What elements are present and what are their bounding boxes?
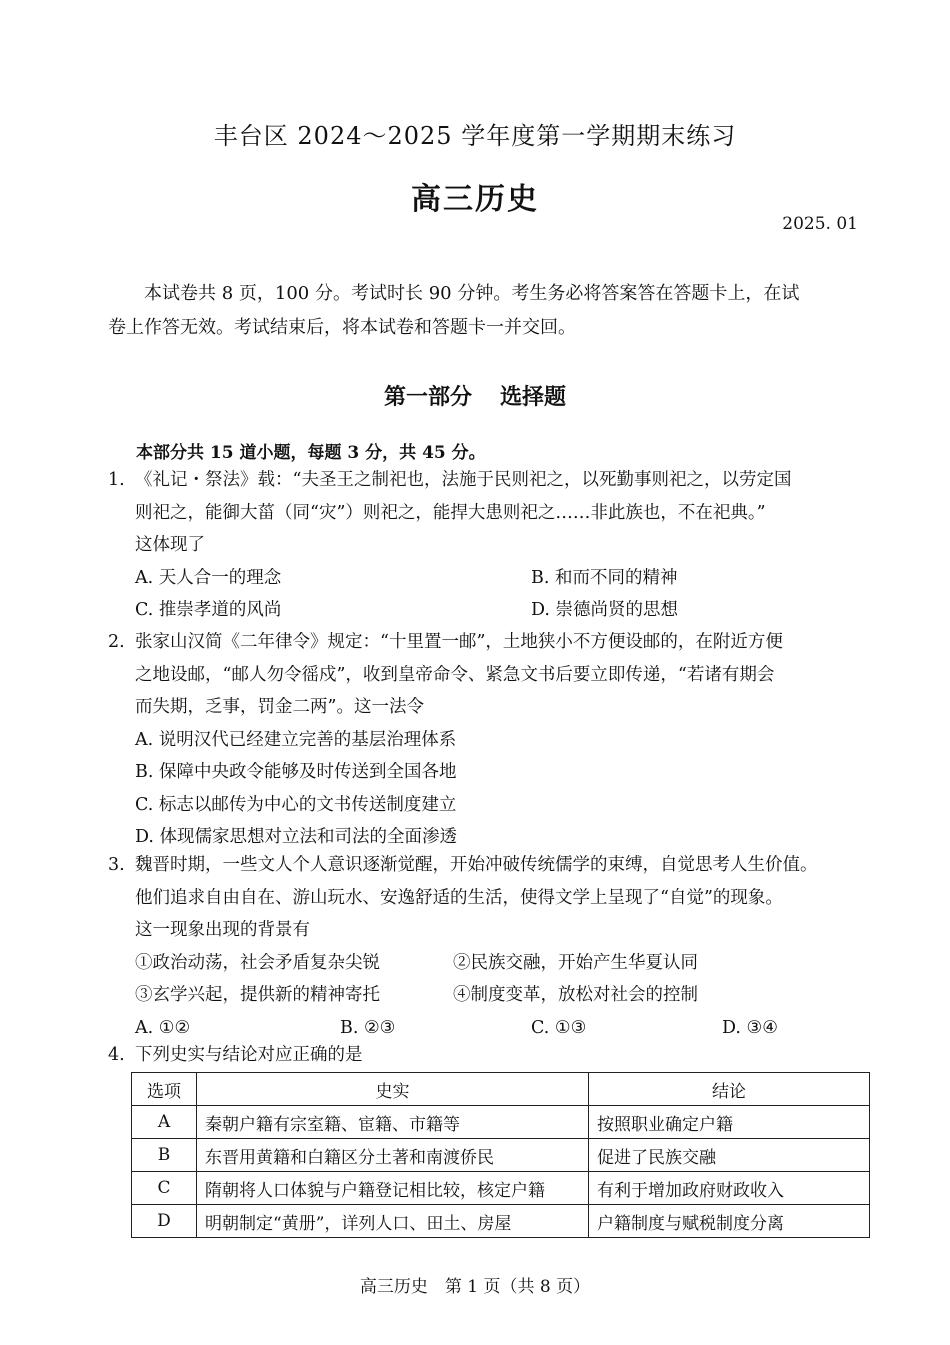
cell-fact: 秦朝户籍有宗室籍、宦籍、市籍等: [197, 1106, 589, 1139]
stem-line: 《礼记・祭法》载：“夫圣王之制祀也，法施于民则祀之，以死勤事则祀之，以劳定国: [135, 470, 792, 490]
exam-title: 丰台区 2024～2025 学年度第一学期期末练习: [213, 122, 737, 150]
statement-4: ④制度变革，放松对社会的控制: [453, 985, 698, 1005]
statement-1: ①政治动荡，社会矛盾复杂尖锐: [135, 952, 380, 973]
page-footer: 高三历史 第 1 页（共 8 页）: [359, 1277, 591, 1297]
option-d: D. ③④: [722, 1017, 778, 1038]
cell-fact: 明朝制定“黄册”，详列人口、田土、房屋: [197, 1205, 589, 1238]
option-b: B. 和而不同的精神: [531, 567, 678, 588]
option-b: B. 保障中央政令能够及时传送到全国各地: [135, 762, 457, 782]
option-d: D. 崇德尚贤的思想: [531, 600, 679, 620]
cell-fact: 东晋用黄籍和白籍区分土著和南渡侨民: [197, 1139, 589, 1172]
stem-line: 这一现象出现的背景有: [135, 920, 310, 940]
stem-line: 而失期，乏事，罚金二两”。这一法令: [135, 697, 424, 717]
stem-line: 魏晋时期，一些文人个人意识逐渐觉醒，开始冲破传统儒学的束缚，自觉思考人生价值。: [135, 855, 818, 875]
stem-line: 则祀之，能御大菑（同“灾”）则祀之，能捍大患则祀之……非此族也，不在祀典。”: [135, 502, 766, 523]
stem-line: 这体现了: [135, 535, 205, 555]
option-d: D. 体现儒家思想对立法和司法的全面渗透: [135, 827, 458, 847]
option-b: B. ②③: [340, 1017, 396, 1038]
table-row: [132, 1106, 870, 1139]
cell-option: B: [132, 1139, 197, 1172]
question-3: [108, 849, 868, 1044]
table-header-row: [132, 1073, 870, 1106]
section-part: 第一部分: [383, 385, 472, 410]
question-stem: 下列史实与结论对应正确的是: [135, 1045, 363, 1065]
question-number: 2.: [108, 632, 125, 652]
cell-option: C: [132, 1172, 197, 1205]
question-stem: [135, 849, 868, 947]
option-c: C. 推崇孝道的风尚: [135, 600, 282, 620]
header-option: 选项: [132, 1073, 197, 1106]
cell-fact: 隋朝将人口体貌与户籍登记相比较，核定户籍: [197, 1172, 589, 1205]
statements-row: [108, 979, 868, 1012]
option-a: A. 天人合一的理念: [135, 567, 282, 588]
question-stem: [135, 626, 868, 724]
table-row: [132, 1172, 870, 1205]
options-row: [108, 562, 868, 595]
section-heading: [0, 380, 950, 411]
question-1: [108, 464, 868, 627]
history-table: [131, 1072, 870, 1238]
exam-date: 2025. 01: [782, 214, 858, 234]
option-c: C. 标志以邮传为中心的文书传送制度建立: [135, 794, 457, 815]
header-fact: 史实: [197, 1073, 589, 1106]
instructions-line-1: 本试卷共 8 页，100 分。考试时长 90 分钟。考生务必将答案答在答题卡上，在试: [144, 283, 800, 304]
statement-3: ③玄学兴起，提供新的精神寄托: [135, 985, 380, 1005]
cell-conclusion: 户籍制度与赋税制度分离: [589, 1205, 870, 1238]
option-c: C. ①③: [531, 1017, 587, 1038]
cell-option: A: [132, 1106, 197, 1139]
statements-row: [108, 947, 868, 980]
instructions: [108, 277, 860, 345]
stem-line: 他们追求自由自在、游山玩水、安逸舒适的生活，使得文学上呈现了“自觉”的现象。: [135, 887, 783, 908]
option-a: A. ①②: [135, 1017, 191, 1038]
cell-conclusion: 按照职业确定户籍: [589, 1106, 870, 1139]
section-note: 本部分共 15 道小题，每题 3 分，共 45 分。: [136, 443, 486, 463]
options-row: [108, 594, 868, 627]
cell-conclusion: 有利于增加政府财政收入: [589, 1172, 870, 1205]
table-row: [132, 1139, 870, 1172]
question-4: [108, 1039, 868, 1072]
question-2: [108, 626, 868, 854]
subject-title: 高三历史: [411, 182, 539, 217]
statement-2: ②民族交融，开始产生华夏认同: [453, 952, 698, 973]
header-conclusion: 结论: [589, 1073, 870, 1106]
question-number: 4.: [108, 1045, 125, 1065]
stem-line: 之地设邮，“邮人勿令徭戍”，收到皇帝命令、紧急文书后要立即传递，“若诸有期会: [135, 664, 775, 685]
section-name: 选择题: [500, 385, 567, 410]
option-a: A. 说明汉代已经建立完善的基层治理体系: [135, 729, 457, 750]
stem-line: 张家山汉简《二年律令》规定：“十里置一邮”，土地狭小不方便设邮的，在附近方便: [135, 632, 783, 652]
cell-conclusion: 促进了民族交融: [589, 1139, 870, 1172]
table-row: [132, 1205, 870, 1238]
question-stem: [135, 464, 868, 562]
question-number: 1.: [108, 470, 125, 490]
instructions-line-2: 卷上作答无效。考试结束后，将本试卷和答题卡一并交回。: [108, 317, 576, 338]
question-number: 3.: [108, 855, 125, 875]
cell-option: D: [132, 1205, 197, 1238]
